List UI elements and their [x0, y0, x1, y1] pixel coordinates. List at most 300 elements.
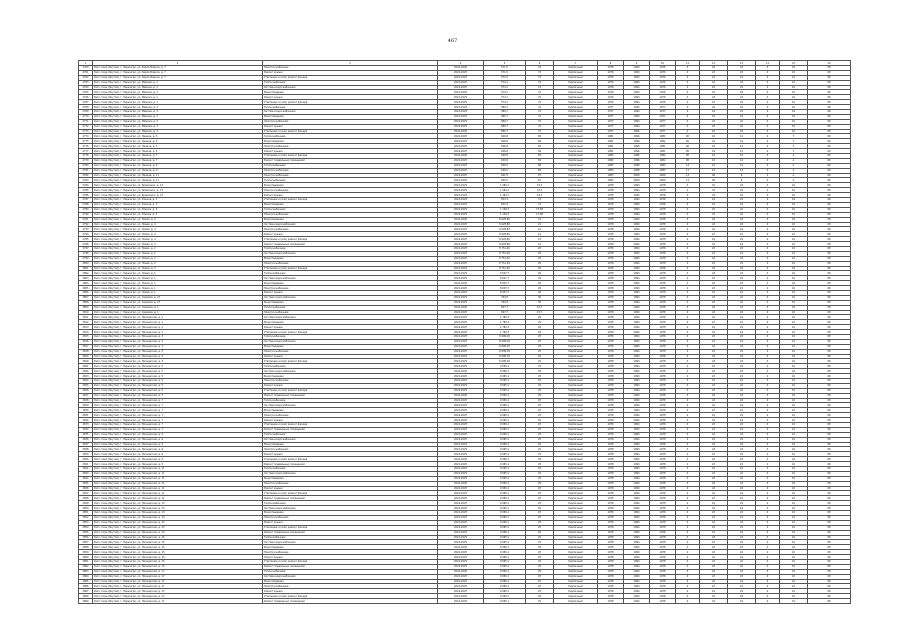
- table-cell-col-12: 32: [700, 188, 728, 193]
- table-cell-col-15: 10: [780, 237, 808, 242]
- table-cell-col-6: 25: [526, 555, 554, 560]
- table-cell-col-11: 0: [676, 251, 700, 256]
- table-cell-col-13: 24: [728, 100, 756, 105]
- table-cell-col-12: 22: [700, 369, 728, 374]
- table-cell-col-12: 22: [700, 437, 728, 442]
- table-cell-col-5: 9 065,1: [484, 452, 526, 457]
- table-cell-col-15: 10: [780, 496, 808, 501]
- table-cell-col-1: 2831: [79, 413, 93, 418]
- table-cell-col-10: 1978: [650, 251, 676, 256]
- table-cell-col-10: 1978: [650, 535, 676, 540]
- table-cell-col-8: 1978: [598, 520, 624, 525]
- table-cell-col-3: Водоотведение: [263, 442, 438, 447]
- table-cell-col-9: 1994: [624, 369, 650, 374]
- table-cell-col-8: 1978: [598, 305, 624, 310]
- table-cell-col-7: Кирпичный: [554, 286, 598, 291]
- table-cell-col-14: 0: [756, 467, 780, 472]
- table-cell-col-4: 2024-2025: [438, 501, 484, 506]
- table-cell-col-16: 66: [808, 163, 851, 168]
- table-cell-col-14: 0: [756, 471, 780, 476]
- table-cell-col-10: 1978: [650, 193, 676, 198]
- table-cell-col-9: 1994: [624, 212, 650, 217]
- table-cell-col-3: Теплоснабжение: [263, 246, 438, 251]
- table-cell-col-7: Кирпичный: [554, 139, 598, 144]
- table-cell-col-9: 1994: [624, 555, 650, 560]
- table-cell-col-16: 68: [808, 320, 851, 325]
- table-cell-col-10: 1978: [650, 559, 676, 564]
- table-cell-col-13: 24: [728, 481, 756, 486]
- table-cell-col-11: 0: [676, 457, 700, 462]
- table-cell-col-1: 2777: [79, 149, 93, 154]
- table-cell-col-11: 0: [676, 90, 700, 95]
- table-cell-col-13: 24: [728, 183, 756, 188]
- table-cell-col-13: 24: [728, 359, 756, 364]
- table-cell-col-2: Респ. Саха (Якутия), г. Нерюнгри, ул. Новая, д. 4: [93, 242, 263, 247]
- table-cell-col-7: Кирпичный: [554, 105, 598, 110]
- table-cell-col-3: Ремонт крыши: [263, 520, 438, 525]
- table-cell-col-3: Теплоснабжение: [263, 569, 438, 574]
- table-cell-col-10: 1978: [650, 418, 676, 423]
- table-cell-col-15: 10: [780, 545, 808, 550]
- table-cell-col-1: 2802: [79, 271, 93, 276]
- table-cell-col-7: Кирпичный: [554, 330, 598, 335]
- table-cell-col-9: 1994: [624, 246, 650, 251]
- table-cell-col-1: 2837: [79, 442, 93, 447]
- table-cell-col-14: 0: [756, 193, 780, 198]
- table-cell-col-15: Т: [780, 134, 808, 139]
- table-cell-col-6: 74: [526, 100, 554, 105]
- table-cell-col-2: Респ. Саха (Якутия), г. Нерюнгри, ул. Пионерская, д. 13: [93, 525, 263, 530]
- table-cell-col-14: 0: [756, 271, 780, 276]
- table-cell-col-1: 2797: [79, 246, 93, 251]
- table-cell-col-11: 90: [676, 134, 700, 139]
- table-cell-col-12: 22: [700, 364, 728, 369]
- column-header-9: 9: [624, 61, 650, 66]
- table-cell-col-10: 1978: [650, 423, 676, 428]
- table-cell-col-16: 68: [808, 100, 851, 105]
- table-cell-col-13: 24: [728, 383, 756, 388]
- table-cell-col-1: 2811: [79, 315, 93, 320]
- table-cell-col-14: 0: [756, 403, 780, 408]
- table-cell-col-1: 2792: [79, 222, 93, 227]
- table-cell-col-7: Кирпичный: [554, 364, 598, 369]
- table-cell-col-13: 24: [728, 276, 756, 281]
- table-cell-col-14: 0: [756, 374, 780, 379]
- table-cell-col-13: 24: [728, 105, 756, 110]
- table-cell-col-9: 1994: [624, 70, 650, 75]
- column-header-8: 8: [598, 61, 624, 66]
- table-cell-col-10: 1978: [650, 379, 676, 384]
- table-cell-col-13: 24: [728, 437, 756, 442]
- table-cell-col-2: Респ. Саха (Якутия), г. Нерюнгри, ул. Мамина, д. 1: [93, 85, 263, 90]
- table-cell-col-1: 2800: [79, 261, 93, 266]
- table-cell-col-10: 1978: [650, 403, 676, 408]
- table-cell-col-8: 1978: [598, 579, 624, 584]
- table-cell-col-1: 2842: [79, 467, 93, 472]
- table-cell-col-1: 2774: [79, 134, 93, 139]
- table-cell-col-2: Респ. Саха (Якутия), г. Нерюнгри, ул. Новая, д. 4: [93, 217, 263, 222]
- table-cell-col-9: 1994: [624, 286, 650, 291]
- table-cell-col-15: 10: [780, 129, 808, 134]
- table-cell-col-14: 0: [756, 447, 780, 452]
- table-cell-col-3: Электроснабжение: [263, 261, 438, 266]
- table-cell-col-8: 1983: [598, 178, 624, 183]
- table-cell-col-2: Респ. Саха (Якутия), г. Нерюнгри, ул. Пионерская, д. 7: [93, 408, 263, 413]
- table-cell-col-5: 9 065,1: [484, 374, 526, 379]
- table-cell-col-6: 29: [526, 320, 554, 325]
- table-cell-col-16: 68: [808, 545, 851, 550]
- table-cell-col-7: Кирпичный: [554, 266, 598, 271]
- table-cell-col-11: 0: [676, 95, 700, 100]
- table-cell-col-11: 0: [676, 437, 700, 442]
- table-cell-col-13: 24: [728, 237, 756, 242]
- table-cell-col-4: 2024-2025: [438, 305, 484, 310]
- table-cell-col-16: 68: [808, 364, 851, 369]
- table-cell-col-7: Кирпичный: [554, 452, 598, 457]
- table-cell-col-2: Респ. Саха (Якутия), г. Нерюнгри, ул. Карла Маркса, д. 7: [93, 70, 263, 75]
- table-cell-col-8: 1978: [598, 222, 624, 227]
- table-cell-col-12: 22: [700, 506, 728, 511]
- table-cell-col-7: Кирпичный: [554, 437, 598, 442]
- table-cell-col-6: 67: [526, 173, 554, 178]
- table-cell-col-11: 0: [676, 442, 700, 447]
- table-cell-col-14: 0: [756, 359, 780, 364]
- table-cell-col-2: Респ. Саха (Якутия), г. Нерюнгри, ул. Пионерская, д. 17: [93, 579, 263, 584]
- table-cell-col-9: 1994: [624, 271, 650, 276]
- table-cell-col-16: 68: [808, 413, 851, 418]
- table-cell-col-11: 0: [676, 427, 700, 432]
- table-cell-col-13: 24: [728, 110, 756, 115]
- table-cell-col-11: 0: [676, 295, 700, 300]
- table-cell-col-3: Водоотведение: [263, 344, 438, 349]
- table-cell-col-8: 1977: [598, 110, 624, 115]
- table-cell-col-16: 68: [808, 530, 851, 535]
- table-cell-col-9: 1994: [624, 379, 650, 384]
- table-cell-col-11: 0: [676, 525, 700, 530]
- table-cell-col-6: 25: [526, 408, 554, 413]
- table-cell-col-7: Кирпичный: [554, 379, 598, 384]
- table-cell-col-2: Респ. Саха (Якутия), г. Нерюнгри, ул. Ленина, д. 5: [93, 149, 263, 154]
- table-cell-col-14: 0: [756, 134, 780, 139]
- table-cell-col-15: 10: [780, 305, 808, 310]
- table-cell-col-6: 68: [526, 163, 554, 168]
- table-cell-col-6: 25: [526, 559, 554, 564]
- table-cell-col-2: Респ. Саха (Якутия), г. Нерюнгри, ул. Ленина, д. 9: [93, 168, 263, 173]
- table-cell-col-7: Кирпичный: [554, 540, 598, 545]
- table-cell-col-2: Респ. Саха (Якутия), г. Нерюнгри, ул. Пионерская, д. 3: [93, 354, 263, 359]
- table-cell-col-4: 2024-2025: [438, 354, 484, 359]
- table-cell-col-5: 9 065,1: [484, 574, 526, 579]
- table-cell-col-10: 1978: [650, 471, 676, 476]
- table-cell-col-3: Ремонт крыши: [263, 452, 438, 457]
- table-cell-col-12: 16: [700, 139, 728, 144]
- table-cell-col-14: 0: [756, 418, 780, 423]
- table-cell-col-15: 10: [780, 476, 808, 481]
- table-cell-col-15: 10: [780, 256, 808, 261]
- table-cell-col-8: 1978: [598, 188, 624, 193]
- table-cell-col-6: 25: [526, 515, 554, 520]
- table-cell-col-9: 1994: [624, 383, 650, 388]
- table-cell-col-8: 1978: [598, 447, 624, 452]
- table-cell-col-14: 0: [756, 530, 780, 535]
- table-cell-col-14: 0: [756, 564, 780, 569]
- table-cell-col-6: 26: [526, 276, 554, 281]
- table-cell-col-15: Т: [780, 144, 808, 149]
- table-cell-col-2: Респ. Саха (Якутия), г. Нерюнгри, ул. Пионерская, д. 11: [93, 481, 263, 486]
- table-cell-col-1: 2818: [79, 349, 93, 354]
- table-cell-col-13: 24: [728, 114, 756, 119]
- table-cell-col-16: 68: [808, 555, 851, 560]
- table-cell-col-5: 9 065,1: [484, 569, 526, 574]
- table-cell-col-11: 0: [676, 339, 700, 344]
- table-cell-col-2: Респ. Саха (Якутия), г. Нерюнгри, ул. Пионерская, д. 15: [93, 564, 263, 569]
- table-cell-col-4: 2024-2025: [438, 388, 484, 393]
- table-cell-col-15: 10: [780, 281, 808, 286]
- table-cell-col-15: 10: [780, 183, 808, 188]
- table-cell-col-5: 8 628,89: [484, 217, 526, 222]
- table-cell-col-16: 68: [808, 501, 851, 506]
- table-cell-col-8: 1978: [598, 325, 624, 330]
- table-cell-col-16: 68: [808, 398, 851, 403]
- table-cell-col-9: 1996: [624, 158, 650, 163]
- table-cell-col-1: 2794: [79, 232, 93, 237]
- table-cell-col-6: 25: [526, 545, 554, 550]
- table-cell-col-3: Теплоснабжение: [263, 501, 438, 506]
- table-cell-col-8: 1978: [598, 437, 624, 442]
- table-cell-col-14: 0: [756, 599, 780, 604]
- table-cell-col-15: 10: [780, 574, 808, 579]
- table-cell-col-10: 1978: [650, 393, 676, 398]
- table-cell-col-8: 1978: [598, 540, 624, 545]
- table-cell-col-6: 20: [526, 251, 554, 256]
- table-cell-col-10: 1981: [650, 139, 676, 144]
- table-cell-col-6: 30: [526, 295, 554, 300]
- table-cell-col-3: Электроснабжение: [263, 310, 438, 315]
- table-cell-col-13: 24: [728, 569, 756, 574]
- table-cell-col-16: 68: [808, 457, 851, 462]
- table-cell-col-12: 22: [700, 511, 728, 516]
- table-cell-col-4: 2024-2025: [438, 320, 484, 325]
- table-cell-col-14: 0: [756, 555, 780, 560]
- table-cell-col-10: 1978: [650, 300, 676, 305]
- table-cell-col-7: Кирпичный: [554, 295, 598, 300]
- table-cell-col-10: 1978: [650, 354, 676, 359]
- table-cell-col-4: 2024-2025: [438, 129, 484, 134]
- table-cell-col-3: Система водоснабжения: [263, 251, 438, 256]
- table-cell-col-10: 1978: [650, 564, 676, 569]
- table-cell-col-8: 1978: [598, 207, 624, 212]
- table-cell-col-11: 0: [676, 408, 700, 413]
- table-cell-col-10: 1978: [650, 232, 676, 237]
- table-cell-col-1: 2795: [79, 237, 93, 242]
- table-cell-col-7: Кирпичный: [554, 100, 598, 105]
- table-cell-col-10: 1978: [650, 427, 676, 432]
- table-cell-col-13: 24: [728, 300, 756, 305]
- table-cell-col-4: 2024-2025: [438, 232, 484, 237]
- table-cell-col-3: Теплоснабжение: [263, 467, 438, 472]
- table-cell-col-9: 1994: [624, 222, 650, 227]
- table-cell-col-8: 1978: [598, 525, 624, 530]
- table-cell-col-8: 1976: [598, 85, 624, 90]
- table-cell-col-5: 1 782,3: [484, 325, 526, 330]
- table-cell-col-10: 1978: [650, 198, 676, 203]
- table-cell-col-9: 1994: [624, 511, 650, 516]
- table-cell-col-4: 2024-2025: [438, 481, 484, 486]
- table-cell-col-13: 24: [728, 476, 756, 481]
- table-cell-col-15: 10: [780, 222, 808, 227]
- table-cell-col-11: 0: [676, 418, 700, 423]
- table-cell-col-14: 0: [756, 105, 780, 110]
- table-cell-col-4: 2024-2025: [438, 246, 484, 251]
- table-cell-col-6: 72: [526, 105, 554, 110]
- table-cell-col-3: Утепление и (или) ремонт фасада: [263, 330, 438, 335]
- table-cell-col-6: 67: [526, 178, 554, 183]
- table-cell-col-12: 22: [700, 310, 728, 315]
- table-cell-col-2: Респ. Саха (Якутия), г. Нерюнгри, ул. Пионерская, д. 3: [93, 344, 263, 349]
- table-cell-col-5: 8 628,89: [484, 242, 526, 247]
- table-cell-col-4: 2024-2025: [438, 310, 484, 315]
- table-cell-col-14: 0: [756, 574, 780, 579]
- table-cell-col-16: 68: [808, 559, 851, 564]
- table-cell-col-9: 1994: [624, 403, 650, 408]
- table-cell-col-1: 2787: [79, 198, 93, 203]
- table-cell-col-3: Водоотведение: [263, 256, 438, 261]
- table-cell-col-13: 24: [728, 193, 756, 198]
- table-cell-col-15: 10: [780, 286, 808, 291]
- table-cell-col-12: 22: [700, 349, 728, 354]
- table-cell-col-1: 2798: [79, 251, 93, 256]
- table-cell-col-15: 10: [780, 261, 808, 266]
- table-cell-col-16: 68: [808, 246, 851, 251]
- table-cell-col-16: 68: [808, 85, 851, 90]
- table-cell-col-11: 0: [676, 379, 700, 384]
- table-cell-col-3: Водоотведение: [263, 476, 438, 481]
- table-cell-col-9: 1994: [624, 193, 650, 198]
- table-cell-col-7: Кирпичный: [554, 281, 598, 286]
- table-cell-col-6: 25: [526, 339, 554, 344]
- table-cell-col-14: 0: [756, 330, 780, 335]
- table-cell-col-1: 2771: [79, 119, 93, 124]
- table-cell-col-15: 10: [780, 193, 808, 198]
- table-cell-col-6: 25: [526, 584, 554, 589]
- table-cell-col-14: 0: [756, 427, 780, 432]
- table-cell-col-7: Кирпичный: [554, 545, 598, 550]
- table-cell-col-11: 0: [676, 290, 700, 295]
- table-cell-col-5: 8 751,49: [484, 251, 526, 256]
- table-cell-col-3: Ремонт крыши: [263, 383, 438, 388]
- table-cell-col-14: 0: [756, 457, 780, 462]
- table-cell-col-8: 1977: [598, 124, 624, 129]
- table-cell-col-8: 1978: [598, 559, 624, 564]
- table-cell-col-9: 1996: [624, 139, 650, 144]
- table-cell-col-12: 22: [700, 559, 728, 564]
- table-cell-col-7: Кирпичный: [554, 374, 598, 379]
- table-cell-col-11: 0: [676, 266, 700, 271]
- table-cell-col-1: 2762: [79, 75, 93, 80]
- table-cell-col-7: Кирпичный: [554, 418, 598, 423]
- table-cell-col-2: Респ. Саха (Якутия), г. Нерюнгри, ул. Южная, д. 5: [93, 207, 263, 212]
- table-cell-col-10: 1978: [650, 325, 676, 330]
- table-cell-col-12: 16: [700, 149, 728, 154]
- table-cell-col-4: 2024-2025: [438, 124, 484, 129]
- table-cell-col-15: 10: [780, 251, 808, 256]
- table-cell-col-16: 68: [808, 344, 851, 349]
- table-cell-col-16: 68: [808, 66, 851, 71]
- table-cell-col-1: 2760: [79, 66, 93, 71]
- table-cell-col-1: 2766: [79, 95, 93, 100]
- table-cell-col-1: 2840: [79, 457, 93, 462]
- table-cell-col-13: 24: [728, 423, 756, 428]
- table-cell-col-4: 2024-2025: [438, 271, 484, 276]
- table-cell-col-16: 68: [808, 471, 851, 476]
- table-cell-col-13: 24: [728, 398, 756, 403]
- table-cell-col-9: 1994: [624, 349, 650, 354]
- table-cell-col-1: 2826: [79, 388, 93, 393]
- table-cell-col-7: Кирпичный: [554, 344, 598, 349]
- table-cell-col-5: 8 628,89: [484, 232, 526, 237]
- table-cell-col-13: 24: [728, 124, 756, 129]
- table-cell-col-9: 1994: [624, 183, 650, 188]
- table-cell-col-9: 1994: [624, 105, 650, 110]
- table-cell-col-6: 25: [526, 369, 554, 374]
- table-cell-col-6: 25: [526, 550, 554, 555]
- table-cell-col-5: 626,8: [484, 149, 526, 154]
- table-cell-col-2: Респ. Саха (Якутия), г. Нерюнгри, ул. Пионерская, д. 5: [93, 364, 263, 369]
- table-cell-col-7: Кирпичный: [554, 339, 598, 344]
- table-cell-col-2: Респ. Саха (Якутия), г. Нерюнгри, ул. Пионерская, д. 1: [93, 320, 263, 325]
- table-cell-col-13: 24: [728, 599, 756, 604]
- table-cell-col-2: Респ. Саха (Якутия), г. Нерюнгри, ул. Мамина, д. 1: [93, 90, 263, 95]
- table-cell-col-1: 2776: [79, 144, 93, 149]
- table-cell-col-7: Кирпичный: [554, 207, 598, 212]
- table-cell-col-1: 2813: [79, 325, 93, 330]
- table-cell-col-12: 22: [700, 491, 728, 496]
- table-cell-col-10: 1978: [650, 339, 676, 344]
- table-cell-col-7: Кирпичный: [554, 511, 598, 516]
- table-cell-col-11: 0: [676, 246, 700, 251]
- table-cell-col-6: 21: [526, 232, 554, 237]
- table-cell-col-9: 1994: [624, 599, 650, 604]
- table-cell-col-14: 0: [756, 462, 780, 467]
- table-cell-col-8: 1977: [598, 114, 624, 119]
- table-cell-col-12: 22: [700, 266, 728, 271]
- table-cell-col-3: Утепление и (или) ремонт фасада: [263, 198, 438, 203]
- table-cell-col-5: 1 782,3: [484, 315, 526, 320]
- table-cell-col-7: Кирпичный: [554, 383, 598, 388]
- table-cell-col-11: 0: [676, 481, 700, 486]
- table-cell-col-13: 24: [728, 432, 756, 437]
- table-cell-col-6: 25: [526, 359, 554, 364]
- table-cell-col-10: 1978: [650, 525, 676, 530]
- table-cell-col-2: Респ. Саха (Якутия), г. Нерюнгри, ул. Пионерская, д. 3: [93, 334, 263, 339]
- table-cell-col-14: 0: [756, 119, 780, 124]
- table-cell-col-11: 0: [676, 471, 700, 476]
- table-cell-col-15: 10: [780, 207, 808, 212]
- table-cell-col-4: 2024-2025: [438, 413, 484, 418]
- table-cell-col-15: 10: [780, 427, 808, 432]
- table-cell-col-4: 2024-2025: [438, 569, 484, 574]
- table-cell-col-9: 1998: [624, 168, 650, 173]
- table-cell-col-8: 1981: [598, 139, 624, 144]
- table-cell-col-5: 763,8: [484, 300, 526, 305]
- table-cell-col-14: 0: [756, 491, 780, 496]
- table-cell-col-16: 68: [808, 217, 851, 222]
- table-cell-col-14: 0: [756, 320, 780, 325]
- table-cell-col-11: 0: [676, 599, 700, 604]
- table-cell-col-3: Теплоснабжение: [263, 80, 438, 85]
- table-cell-col-2: Респ. Саха (Якутия), г. Нерюнгри, ул. Пионерская, д. 3: [93, 339, 263, 344]
- table-cell-col-12: 22: [700, 271, 728, 276]
